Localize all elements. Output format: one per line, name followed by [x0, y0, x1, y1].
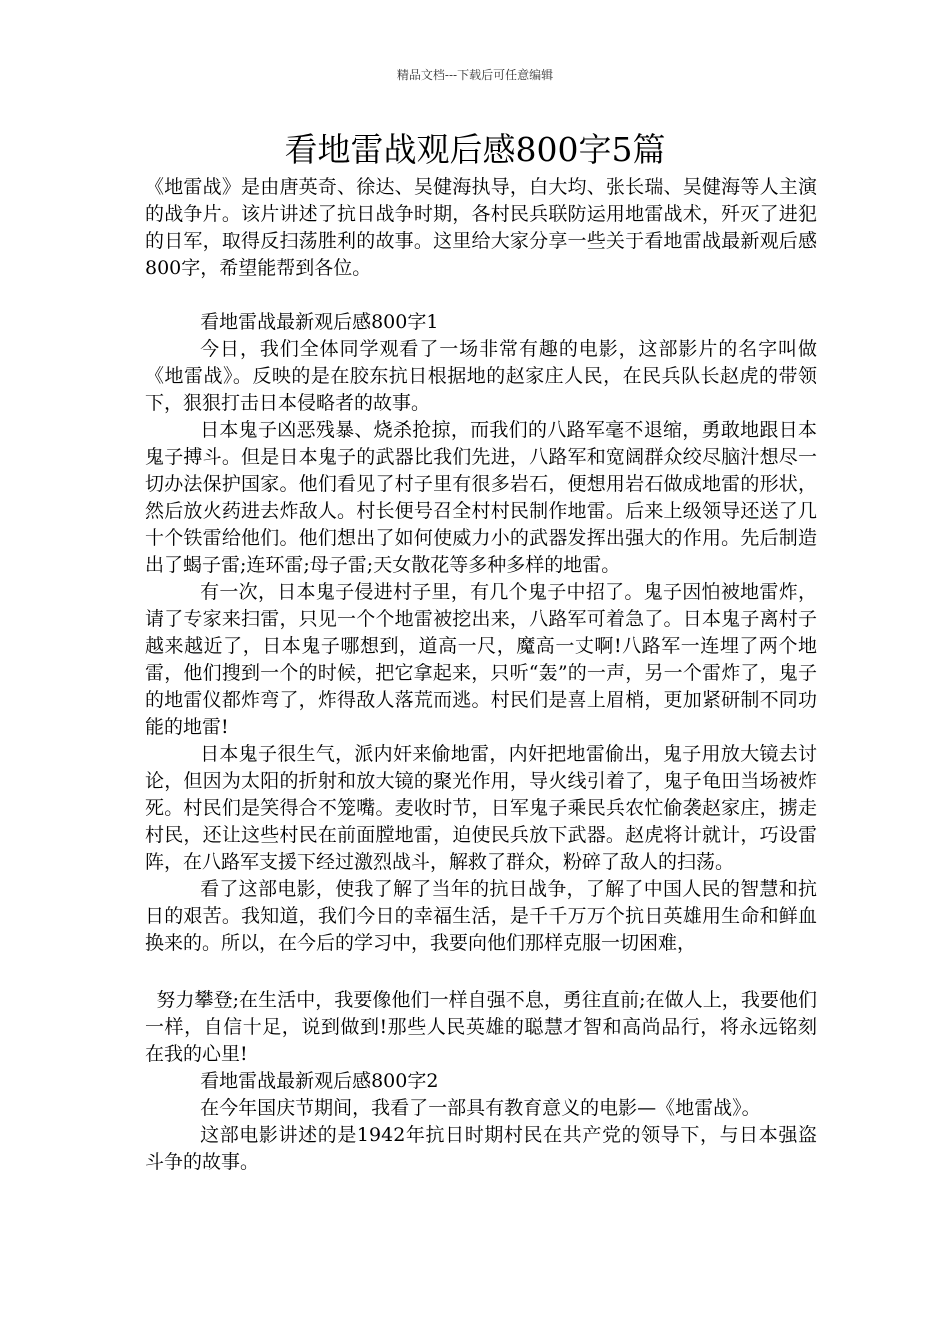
- paragraph: 有一次，日本鬼子侵进村子里，有几个鬼子中招了。鬼子因怕被地雷炸，请了专家来扫雷，只见一个个地雷被挖出来，八路军可着急了。日本鬼子离村子越来越近了，日本鬼子哪想到，道高一尺，魔高一丈啊!八路军一连埋了两个地雷，他们搜到一个的时候，把它拿起来，只听“轰”的一声，另一个雷炸了，鬼子的地雷仪都炸弯了，炸得敌人落荒而逃。村民们是喜上眉梢，更加紧研制不同功能的地雷!: [145, 581, 817, 738]
- spacer: [145, 282, 817, 309]
- page-header: 精品文档---下载后可任意编辑: [396, 68, 554, 82]
- paragraph: 努力攀登;在生活中，我要像他们一样自强不息，勇往直前;在做人上，我要他们一样，自信十足，说到做到!那些人民英雄的聪慧才智和高尚品行，将永远铭刻在我的心里!: [145, 989, 817, 1065]
- paragraph: 日本鬼子很生气，派内奸来偷地雷，内奸把地雷偷出，鬼子用放大镜去讨论，但因为太阳的折射和放大镜的聚光作用，导火线引着了，鬼子龟田当场被炸死。村民们是笑得合不笼嘴。麦收时节，日军鬼子乘民兵农忙偷袭赵家庄，掳走村民，还让这些村民在前面膛地雷，迫使民兵放下武器。赵虎将计就计，巧设雷阵，在八路军支援下经过激烈战斗，解救了群众，粉碎了敌人的扫荡。: [145, 743, 817, 873]
- intro-paragraph: 《地雷战》是由唐英奇、徐达、吴健海执导，白大均、张长瑞、吴健海等人主演的战争片。该片讲述了抗日战争时期，各村民兵联防运用地雷战术，歼灭了进犯的日军，取得反扫荡胜利的故事。这里给大家分享一些关于看地雷战最新观后感800字，希望能帮到各位。: [145, 176, 817, 279]
- document-body: [145, 174, 817, 1176]
- section-heading-1: 看地雷战最新观后感800字1: [200, 311, 439, 333]
- section-heading-2: 看地雷战最新观后感800字2: [200, 1070, 439, 1092]
- paragraph: 在今年国庆节期间，我看了一部具有教育意义的电影—《地雷战》。: [200, 1097, 761, 1119]
- spacer: [145, 957, 817, 987]
- paragraph: 看了这部电影，使我了解了当年的抗日战争，了解了中国人民的智慧和抗日的艰苦。我知道，我们今日的幸福生活，是千千万万个抗日英雄用生命和鲜血换来的。所以，在今后的学习中，我要向他们那样克服一切困难，: [145, 878, 817, 954]
- paragraph: 日本鬼子凶恶残暴、烧杀抢掠，而我们的八路军毫不退缩，勇敢地跟日本鬼子搏斗。但是日本鬼子的武器比我们先进，八路军和宽阔群众绞尽脑汁想尽一切办法保护国家。他们看见了村子里有很多岩石，便想用岩石做成地雷的形状，然后放火药进去炸敌人。村长便号召全村村民制作地雷。后来上级领导还送了几十个铁雷给他们。他们想出了如何使威力小的武器发挥出强大的作用。先后制造出了蝎子雷;连环雷;母子雷;天女散花等多种多样的地雷。: [145, 419, 817, 576]
- paragraph: 这部电影讲述的是1942年抗日时期村民在共产党的领导下，与日本强盗斗争的故事。: [145, 1124, 817, 1173]
- document-title: 看地雷战观后感800字5篇: [284, 130, 666, 169]
- paragraph: 今日，我们全体同学观看了一场非常有趣的电影，这部影片的名字叫做《地雷战》。反映的是在胶东抗日根据地的赵家庄人民，在民兵队长赵虎的带领下，狠狠打击日本侵略者的故事。: [145, 338, 817, 414]
